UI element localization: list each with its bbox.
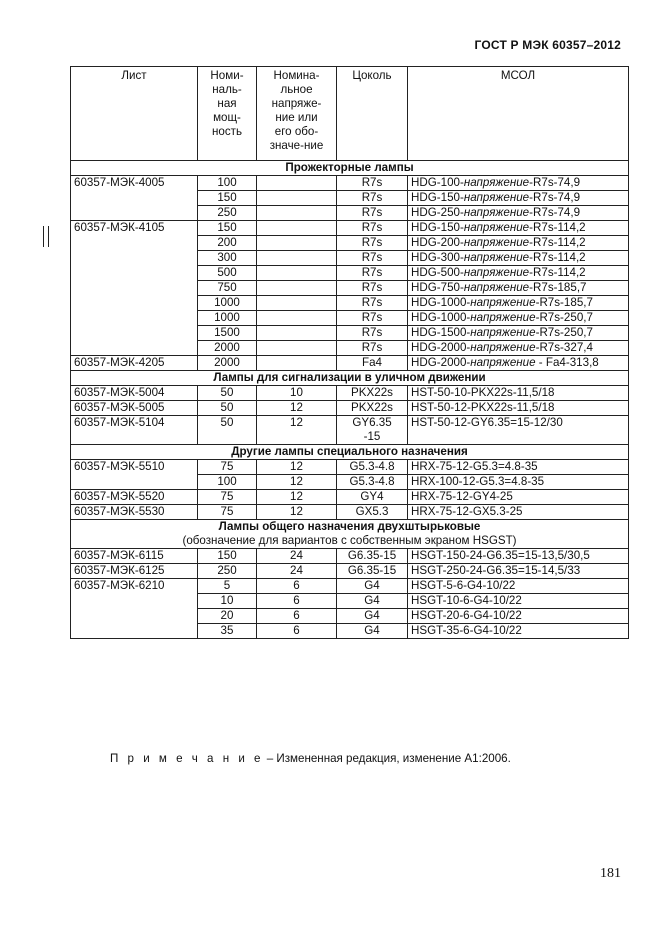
- table-cell: 50: [198, 386, 257, 401]
- table-cell: 100: [198, 176, 257, 191]
- table-row: [71, 221, 629, 236]
- table-cell: 10: [257, 386, 337, 401]
- table-cell: 50: [198, 401, 257, 416]
- section-title: Другие лампы специального назначения: [71, 445, 629, 460]
- table-cell: [71, 341, 198, 356]
- table-cell: [71, 475, 198, 490]
- table-row: [71, 296, 629, 311]
- table-cell: G4: [337, 609, 408, 624]
- msol-part: HDG-100-: [411, 176, 464, 189]
- table-row: [71, 490, 629, 505]
- msol-cell: [408, 356, 629, 371]
- table-cell: 60357-МЭК-5004: [71, 386, 198, 401]
- table-cell: HSGT-150-24-G6.35=15-13,5/30,5: [408, 549, 629, 564]
- table-cell: 12: [257, 416, 337, 445]
- msol-part: HDG-200-: [411, 236, 464, 249]
- voltage-placeholder: напряжение: [463, 221, 530, 234]
- table-cell: 12: [257, 505, 337, 520]
- table-cell: 250: [198, 564, 257, 579]
- table-cell: [71, 206, 198, 221]
- table-cell: 2000: [198, 341, 257, 356]
- col-header: Номи- наль- ная мощ- ность: [198, 67, 257, 161]
- msol-cell: [408, 296, 629, 311]
- table-cell: [71, 251, 198, 266]
- document-header: ГОСТ Р МЭК 60357–2012: [474, 38, 621, 52]
- table-cell: HRX-75-12-GY4-25: [408, 490, 629, 505]
- table-cell: 500: [198, 266, 257, 281]
- table-cell: [257, 176, 337, 191]
- table-cell: HRX-75-12-G5.3=4.8-35: [408, 460, 629, 475]
- msol-part: HDG-150-: [411, 191, 464, 204]
- col-header: МСОЛ: [408, 67, 629, 161]
- table-row: [71, 386, 629, 401]
- section-subtitle: (обозначение для вариантов с собственным экраном HSGST): [182, 534, 517, 547]
- table-row: [71, 624, 629, 639]
- table-row: [71, 236, 629, 251]
- table-cell: [71, 236, 198, 251]
- table-row: [71, 251, 629, 266]
- table-cell: HSGT-35-6-G4-10/22: [408, 624, 629, 639]
- table-cell: 60357-МЭК-4005: [71, 176, 198, 191]
- table-cell: HRX-75-12-GX5.3-25: [408, 505, 629, 520]
- table-cell: [257, 206, 337, 221]
- voltage-placeholder: напряжение: [463, 206, 530, 219]
- voltage-placeholder: напряжение: [463, 281, 530, 294]
- msol-part: HDG-1500-: [411, 326, 471, 339]
- table-cell: 150: [198, 191, 257, 206]
- msol-part: HDG-300-: [411, 251, 464, 264]
- table-cell: HST-50-12-PKX22s-11,5/18: [408, 401, 629, 416]
- table-cell: GY6.35-15: [337, 416, 408, 445]
- table-cell: 60357-МЭК-5510: [71, 460, 198, 475]
- msol-part: -R7s-185,7: [535, 296, 593, 309]
- table-cell: G5.3-4.8: [337, 460, 408, 475]
- table-header-row: [71, 67, 629, 161]
- voltage-placeholder: напряжение: [470, 356, 536, 369]
- msol-part: -R7s-114,2: [529, 266, 586, 279]
- table-row: [71, 191, 629, 206]
- table-cell: 75: [198, 460, 257, 475]
- msol-cell: [408, 191, 629, 206]
- table-cell: R7s: [337, 281, 408, 296]
- table-row: [71, 266, 629, 281]
- table-cell: 35: [198, 624, 257, 639]
- msol-part: HDG-2000-: [411, 341, 471, 354]
- table-cell: 2000: [198, 356, 257, 371]
- section-row: [71, 520, 629, 549]
- table-cell: [257, 251, 337, 266]
- table-cell: [71, 296, 198, 311]
- msol-part: HDG-750-: [411, 281, 464, 294]
- table-row: [71, 356, 629, 371]
- table-cell: 12: [257, 475, 337, 490]
- table-cell: 1500: [198, 326, 257, 341]
- msol-cell: [408, 266, 629, 281]
- table-cell: 100: [198, 475, 257, 490]
- msol-part: HDG-250-: [411, 206, 464, 219]
- table-cell: HSGT-250-24-G6.35=15-14,5/33: [408, 564, 629, 579]
- table-cell: [257, 221, 337, 236]
- table-row: [71, 594, 629, 609]
- msol-part: HDG-1000-: [411, 296, 471, 309]
- table-cell: [257, 311, 337, 326]
- msol-cell: [408, 311, 629, 326]
- msol-part: -R7s-114,2: [529, 221, 586, 234]
- table-cell: 12: [257, 460, 337, 475]
- table-row: [71, 311, 629, 326]
- table-cell: 10: [198, 594, 257, 609]
- table-cell: [71, 281, 198, 296]
- table-cell: R7s: [337, 221, 408, 236]
- table-cell: 20: [198, 609, 257, 624]
- section-row: [71, 445, 629, 460]
- voltage-placeholder: напряжение: [470, 296, 536, 309]
- table-cell: 60357-МЭК-5520: [71, 490, 198, 505]
- table-cell: 60357-МЭК-5104: [71, 416, 198, 445]
- msol-part: -R7s-250,7: [535, 326, 593, 339]
- table-row: [71, 176, 629, 191]
- table-cell: R7s: [337, 191, 408, 206]
- table-cell: [71, 624, 198, 639]
- table-cell: G4: [337, 579, 408, 594]
- table-row: [71, 460, 629, 475]
- table-cell: 300: [198, 251, 257, 266]
- table-row: [71, 206, 629, 221]
- table-cell: G4: [337, 624, 408, 639]
- table-cell: [257, 191, 337, 206]
- table-cell: 12: [257, 401, 337, 416]
- table-cell: [257, 296, 337, 311]
- msol-cell: [408, 221, 629, 236]
- table-cell: [257, 266, 337, 281]
- table-cell: R7s: [337, 251, 408, 266]
- msol-part: - Fa4-313,8: [535, 356, 599, 369]
- table-cell: 6: [257, 609, 337, 624]
- table-cell: R7s: [337, 311, 408, 326]
- msol-cell: [408, 341, 629, 356]
- table-cell: [71, 609, 198, 624]
- table-cell: HRX-100-12-G5.3=4.8-35: [408, 475, 629, 490]
- table-cell: 6: [257, 594, 337, 609]
- msol-part: -R7s-74,9: [529, 176, 581, 189]
- table-cell: G5.3-4.8: [337, 475, 408, 490]
- col-header: Номина- льное напряже- ние или его обо- значе-ние: [257, 67, 337, 161]
- table-cell: HSGT-5-6-G4-10/22: [408, 579, 629, 594]
- note: [110, 752, 511, 765]
- table-cell: 50: [198, 416, 257, 445]
- table-cell: [71, 266, 198, 281]
- change-bar: [43, 226, 49, 247]
- msol-part: -R7s-114,2: [529, 251, 586, 264]
- table-cell: PKX22s: [337, 401, 408, 416]
- table-cell: 1000: [198, 311, 257, 326]
- table-row: [71, 341, 629, 356]
- msol-cell: [408, 236, 629, 251]
- voltage-placeholder: напряжение: [470, 311, 536, 324]
- table-cell: G6.35-15: [337, 549, 408, 564]
- msol-cell: [408, 176, 629, 191]
- msol-part: -R7s-250,7: [535, 311, 593, 324]
- table-cell: [71, 594, 198, 609]
- section-title-main: Лампы общего назначения двухштырьковые: [218, 520, 481, 533]
- table-cell: 24: [257, 564, 337, 579]
- table-cell: G6.35-15: [337, 564, 408, 579]
- table-cell: 24: [257, 549, 337, 564]
- table-cell: 6: [257, 624, 337, 639]
- section-title: [71, 520, 629, 549]
- table-cell: 5: [198, 579, 257, 594]
- table-row: [71, 609, 629, 624]
- table-row: [71, 281, 629, 296]
- table-cell: R7s: [337, 176, 408, 191]
- table-cell: 60357-МЭК-4105: [71, 221, 198, 236]
- table-row: [71, 579, 629, 594]
- table-cell: [71, 326, 198, 341]
- voltage-placeholder: напряжение: [463, 236, 530, 249]
- msol-cell: [408, 251, 629, 266]
- table-cell: R7s: [337, 296, 408, 311]
- msol-part: HDG-2000-: [411, 356, 471, 369]
- table-cell: G4: [337, 594, 408, 609]
- voltage-placeholder: напряжение: [463, 251, 530, 264]
- table-cell: GX5.3: [337, 505, 408, 520]
- table-cell: [257, 236, 337, 251]
- table-cell: HSGT-10-6-G4-10/22: [408, 594, 629, 609]
- table-cell: 150: [198, 549, 257, 564]
- table-cell: 75: [198, 505, 257, 520]
- section-row: [71, 161, 629, 176]
- msol-cell: [408, 281, 629, 296]
- section-title: Лампы для сигнализации в уличном движении: [71, 371, 629, 386]
- section-row: [71, 371, 629, 386]
- table-cell: R7s: [337, 236, 408, 251]
- table-cell: 60357-МЭК-5530: [71, 505, 198, 520]
- table-cell: HSGT-20-6-G4-10/22: [408, 609, 629, 624]
- msol-part: -R7s-114,2: [529, 236, 586, 249]
- table-cell: [257, 356, 337, 371]
- table-cell: 750: [198, 281, 257, 296]
- table-row: [71, 416, 629, 445]
- voltage-placeholder: напряжение: [463, 176, 530, 189]
- table-cell: [257, 341, 337, 356]
- table-cell: [71, 311, 198, 326]
- voltage-placeholder: напряжение: [470, 341, 536, 354]
- table-cell: 75: [198, 490, 257, 505]
- table-row: [71, 564, 629, 579]
- table-cell: HST-50-12-GY6.35=15-12/30: [408, 416, 629, 445]
- section-title: Прожекторные лампы: [71, 161, 629, 176]
- msol-part: -R7s-74,9: [529, 191, 581, 204]
- note-label: П р и м е ч а н и е: [110, 752, 264, 765]
- table-cell: 60357-МЭК-6115: [71, 549, 198, 564]
- msol-cell: [408, 326, 629, 341]
- msol-part: HDG-1000-: [411, 311, 471, 324]
- table-cell: [257, 326, 337, 341]
- msol-cell: [408, 206, 629, 221]
- table-cell: PKX22s: [337, 386, 408, 401]
- table-cell: 6: [257, 579, 337, 594]
- msol-part: HDG-500-: [411, 266, 464, 279]
- table-cell: 60357-МЭК-6210: [71, 579, 198, 594]
- table-row: [71, 505, 629, 520]
- note-text: – Измененная редакция, изменение А1:2006.: [263, 752, 511, 765]
- table-cell: R7s: [337, 266, 408, 281]
- lamp-table: [70, 66, 629, 639]
- table-cell: Fa4: [337, 356, 408, 371]
- table-cell: 200: [198, 236, 257, 251]
- table-cell: 12: [257, 490, 337, 505]
- voltage-placeholder: напряжение: [463, 266, 530, 279]
- msol-part: -R7s-185,7: [529, 281, 587, 294]
- table-cell: 60357-МЭК-4205: [71, 356, 198, 371]
- table-cell: R7s: [337, 326, 408, 341]
- col-header: Лист: [71, 67, 198, 161]
- table-row: [71, 401, 629, 416]
- table-row: [71, 326, 629, 341]
- table-cell: 60357-МЭК-6125: [71, 564, 198, 579]
- table-cell: [257, 281, 337, 296]
- table-cell: GY4: [337, 490, 408, 505]
- table-cell: 1000: [198, 296, 257, 311]
- msol-part: HDG-150-: [411, 221, 464, 234]
- msol-part: -R7s-327,4: [535, 341, 593, 354]
- table-row: [71, 475, 629, 490]
- table-cell: 250: [198, 206, 257, 221]
- page-number: 181: [600, 866, 621, 881]
- voltage-placeholder: напряжение: [463, 191, 530, 204]
- table-cell: R7s: [337, 206, 408, 221]
- voltage-placeholder: напряжение: [470, 326, 536, 339]
- table-cell: R7s: [337, 341, 408, 356]
- col-header: Цоколь: [337, 67, 408, 161]
- table-cell: 150: [198, 221, 257, 236]
- msol-part: -R7s-74,9: [529, 206, 581, 219]
- table-cell: 60357-МЭК-5005: [71, 401, 198, 416]
- table-row: [71, 549, 629, 564]
- table-cell: HST-50-10-PKX22s-11,5/18: [408, 386, 629, 401]
- table-cell: [71, 191, 198, 206]
